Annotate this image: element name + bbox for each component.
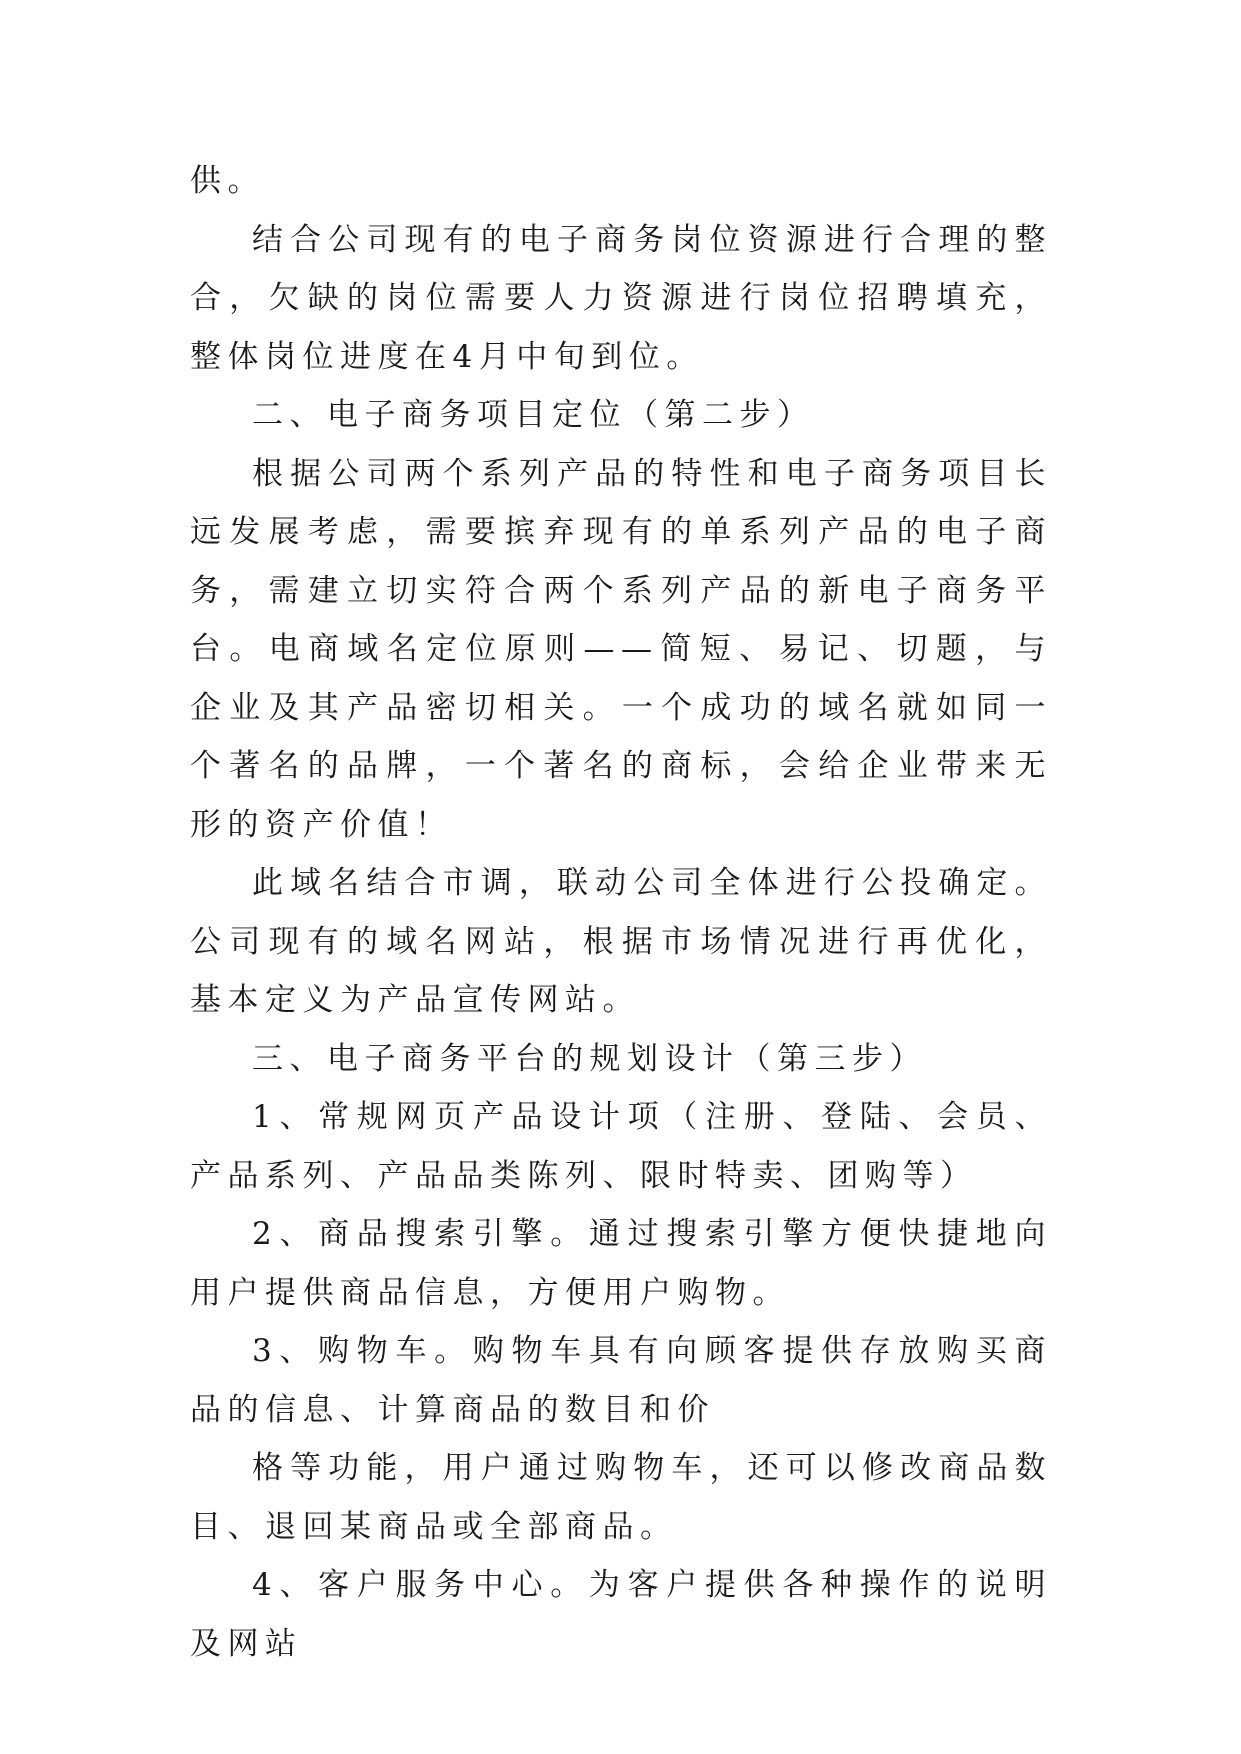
list-item-4: 4、客户服务中心。为客户提供各种操作的说明及网站 [190, 1567, 1052, 1662]
section-heading-3: 三、电子商务平台的规划设计（第三步） [252, 1040, 927, 1077]
document-body [190, 152, 1052, 1673]
paragraph-domain-vote: 此域名结合市调，联动公司全体进行公投确定。公司现有的域名网站，根据市场情况进行再优化，基本定义为产品宣传网站。 [190, 865, 1052, 1018]
list-item-3: 3、购物车。购物车具有向顾客提供存放购买商品的信息、计算商品的数目和价 [190, 1333, 1052, 1428]
paragraph-position-integration: 结合公司现有的电子商务岗位资源进行合理的整合，欠缺的岗位需要人力资源进行岗位招聘填充，整体岗位进度在4月中旬到位。 [190, 221, 1052, 375]
list-item-3-continued: 格等功能，用户通过购物车，还可以修改商品数目、退回某商品或全部商品。 [190, 1450, 1052, 1545]
paragraph-continuation: 供。 [190, 163, 265, 199]
list-item-1: 1、常规网页产品设计项（注册、登陆、会员、产品系列、产品品类陈列、限时特卖、团购等） [190, 1099, 1052, 1194]
paragraph-project-positioning: 根据公司两个系列产品的特性和电子商务项目长远发展考虑，需要摈弃现有的单系列产品的电子商务，需建立切实符合两个系列产品的新电子商务平台。电商域名定位原则——简短、易记、切题，与企业及其产品密切相关。一个成功的域名就如同一个著名的品牌，一个著名的商标，会给企业带来无形的资产价值！ [190, 455, 1052, 843]
section-heading-2: 二、电子商务项目定位（第二步） [252, 397, 815, 433]
list-item-2: 2、商品搜索引擎。通过搜索引擎方便快捷地向用户提供商品信息，方便用户购物。 [190, 1216, 1052, 1311]
